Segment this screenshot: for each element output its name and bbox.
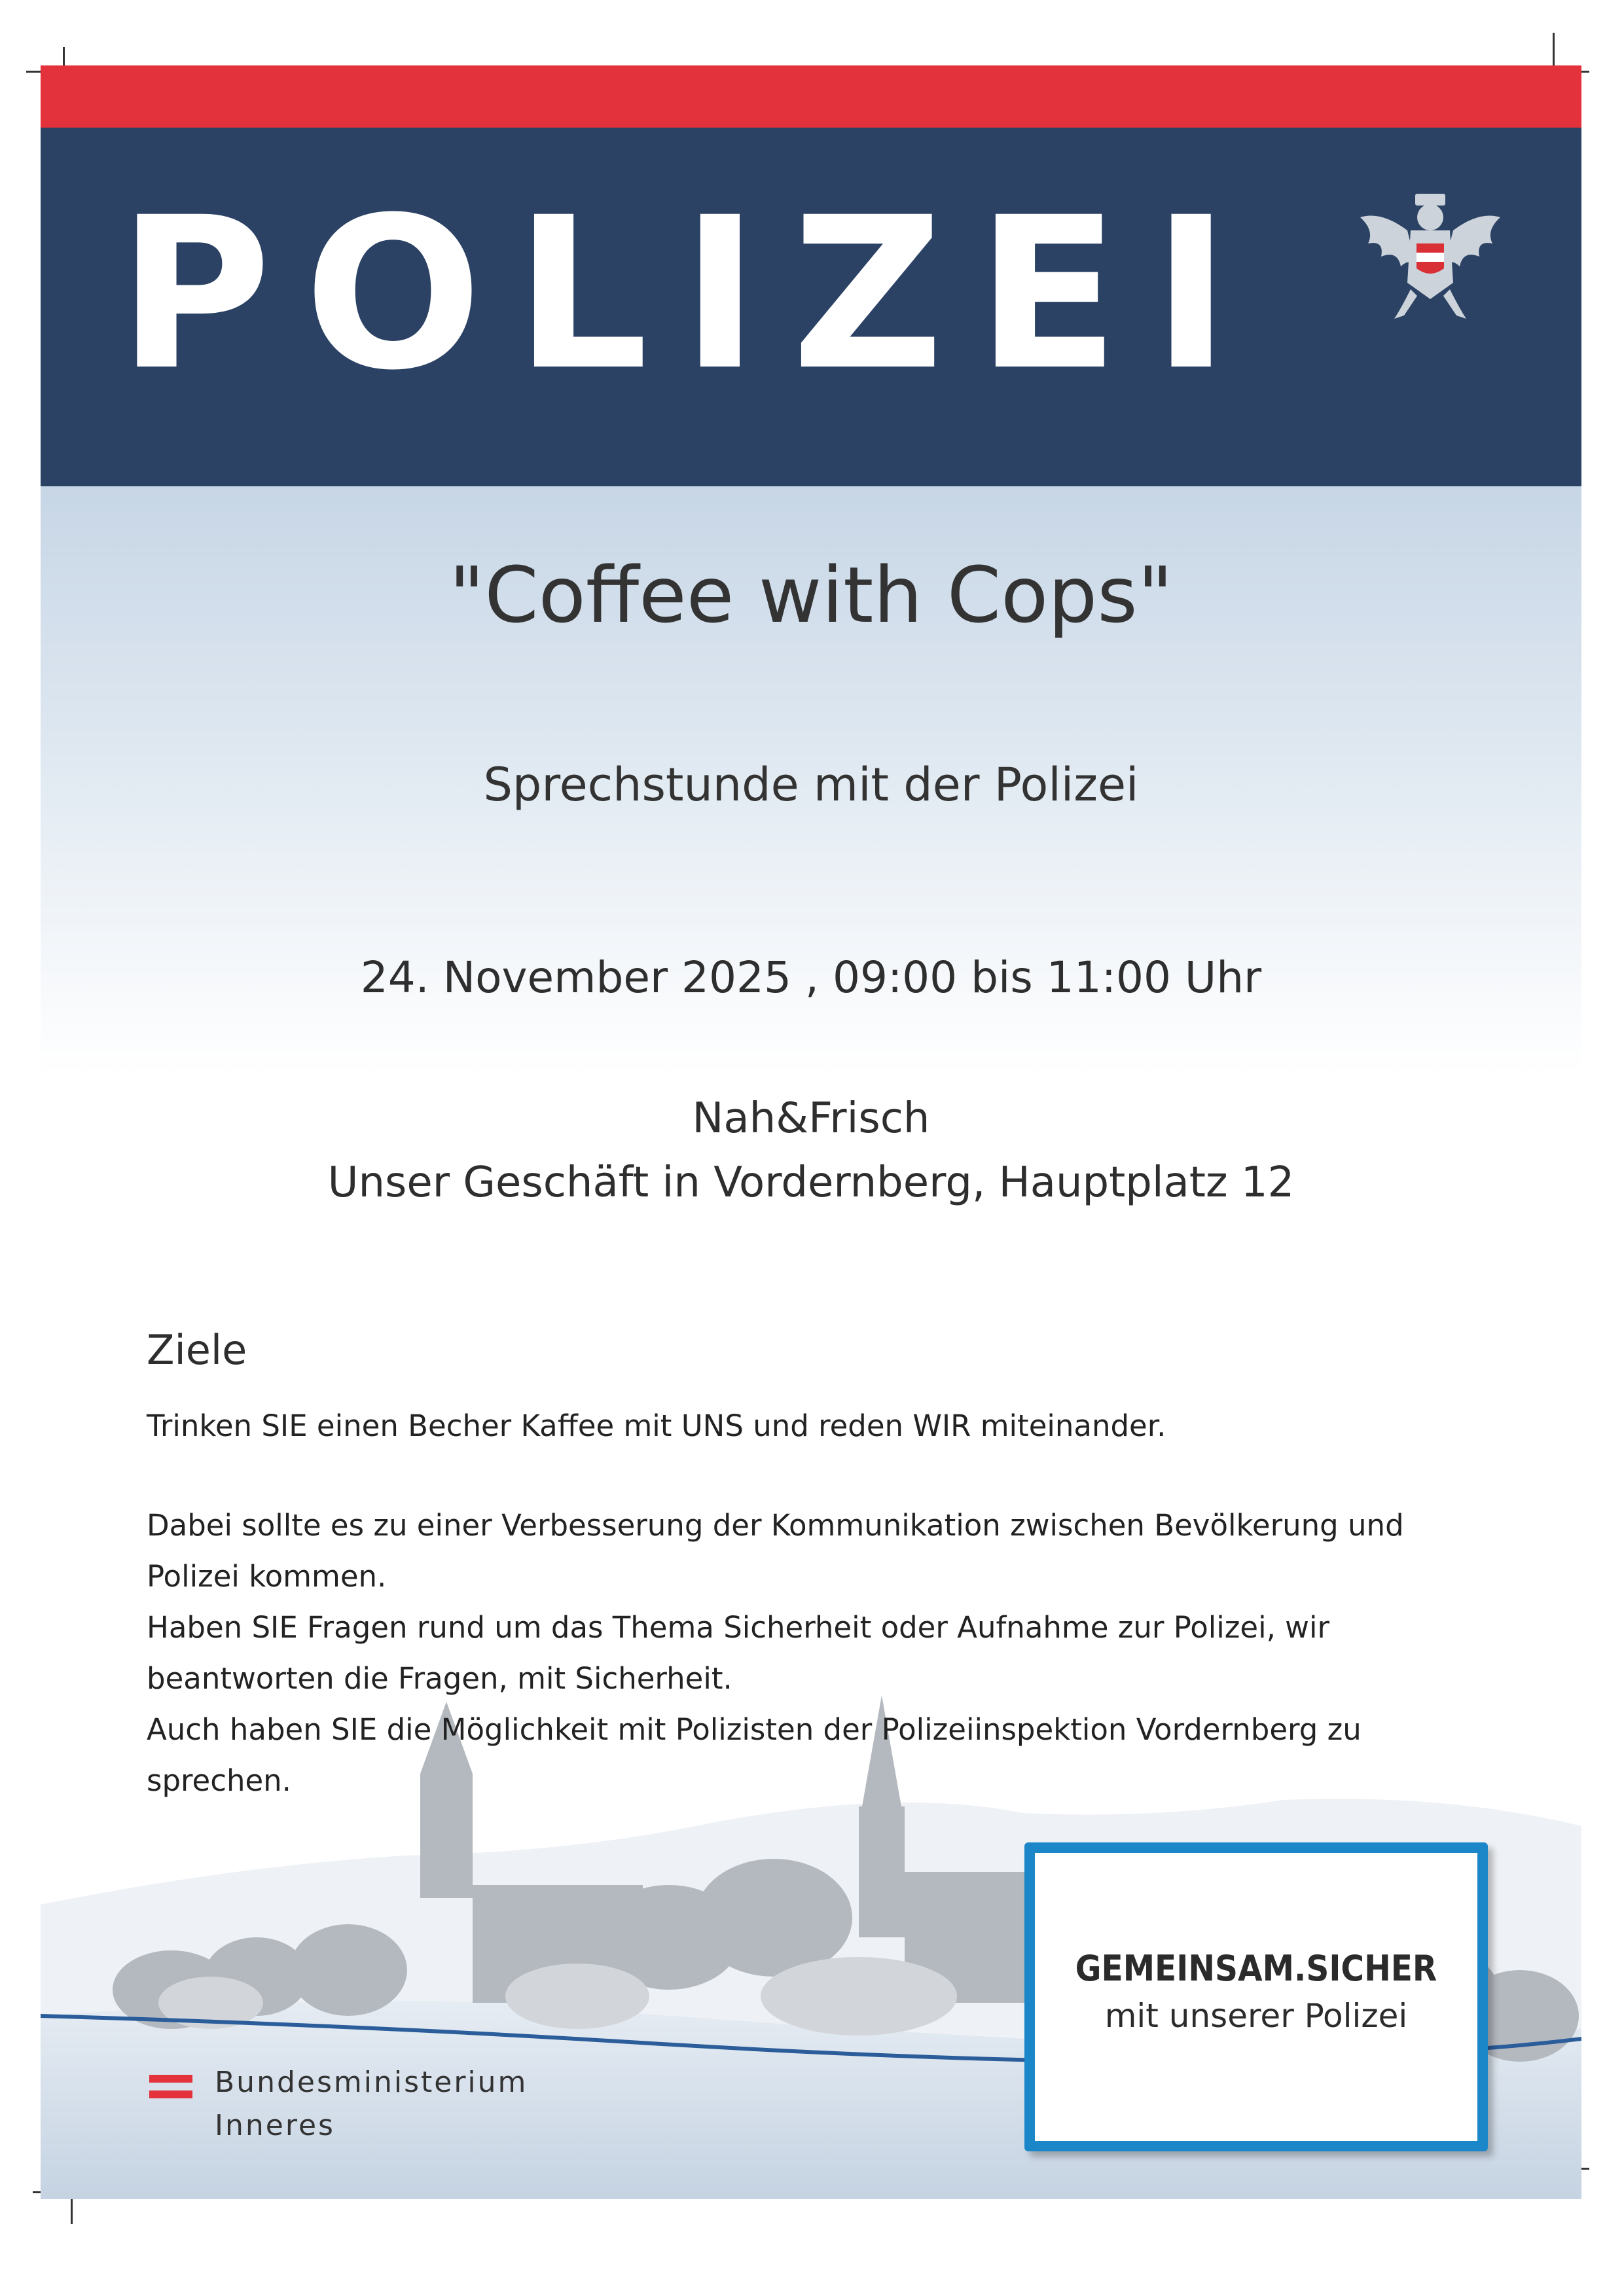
event-date-time: 24. November 2025 , 09:00 bis 11:00 Uhr xyxy=(360,952,1262,1003)
gemeinsam-sicher-badge xyxy=(1024,1842,1488,2151)
ministry-name-line2: Inneres xyxy=(215,2109,335,2142)
paragraph-line: sprechen. xyxy=(147,1763,291,1798)
paragraph-line: Auch haben SIE die Möglichkeit mit Polizisten der Polizeiinspektion Vordernberg zu xyxy=(147,1712,1362,1747)
paragraph-line: beantworten die Fragen, mit Sicherheit. xyxy=(147,1661,732,1696)
austrian-flag-icon xyxy=(149,2075,192,2098)
goals-heading: Ziele xyxy=(147,1326,247,1374)
event-subtitle: Sprechstunde mit der Polizei xyxy=(483,758,1139,812)
paragraph-line: Dabei sollte es zu einer Verbesserung der Kommunikation zwischen Bevölkerung und xyxy=(147,1508,1404,1543)
location-address: Unser Geschäft in Vordernberg, Hauptplatz 12 xyxy=(327,1158,1295,1207)
paragraph-line: Polizei kommen. xyxy=(147,1559,387,1594)
header-red-band xyxy=(41,65,1581,128)
event-title: "Coffee with Cops" xyxy=(449,550,1173,640)
austrian-eagle-icon xyxy=(1355,191,1506,322)
paragraph-line: Haben SIE Fragen rund um das Thema Sicherheit oder Aufnahme zur Polizei, wir xyxy=(147,1610,1329,1645)
goals-paragraph-2 xyxy=(147,1500,1489,1806)
location-name: Nah&Frisch xyxy=(692,1094,930,1143)
polizei-wordmark: POLIZEI xyxy=(118,173,1263,416)
badge-subtitle: mit unserer Polizei xyxy=(1104,1997,1408,2035)
badge-title: GEMEINSAM.SICHER xyxy=(1075,1948,1437,1989)
goals-paragraph-1: Trinken SIE einen Becher Kaffee mit UNS und reden WIR miteinander. xyxy=(147,1408,1166,1443)
ministry-name-line1: Bundesministerium xyxy=(215,2066,528,2099)
